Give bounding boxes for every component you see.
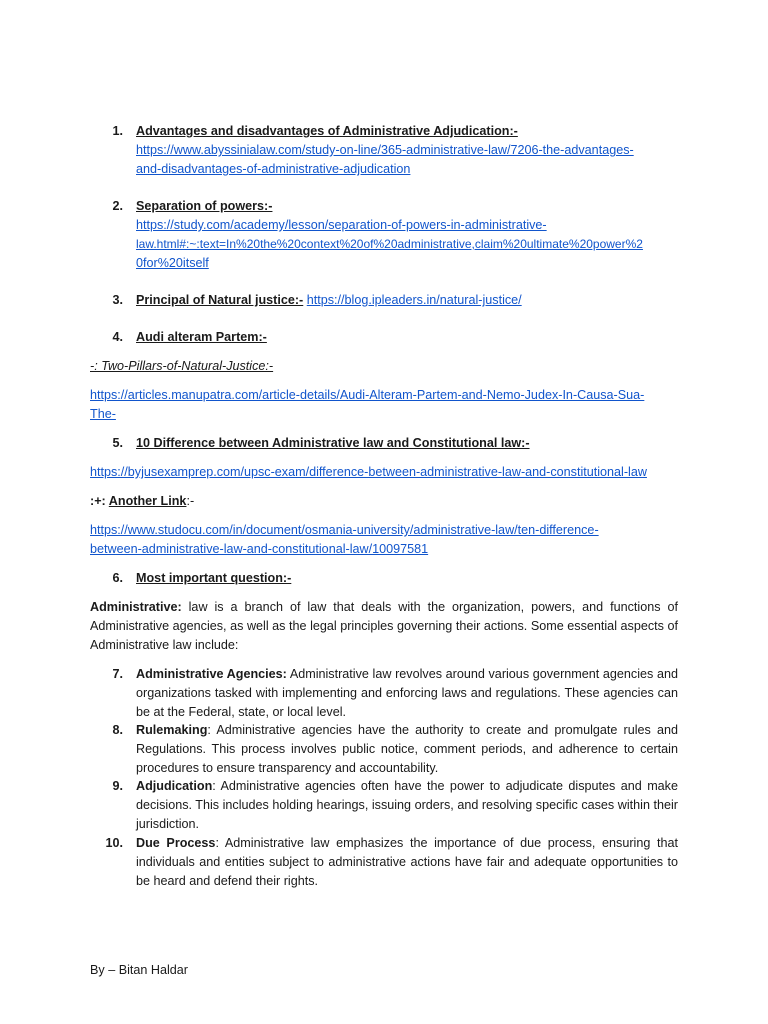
- item-number: 6.: [112, 571, 123, 585]
- item-number: 5.: [112, 436, 123, 450]
- item-heading: 10 Difference between Administrative law and Constitutional law:-: [136, 436, 530, 450]
- item-link[interactable]: https://www.abyssinialaw.com/study-on-line/365-administrative-law/7206-the-advantages-: [136, 143, 634, 157]
- aspect-text: : Administrative agencies often have the power to adjudicate disputes and make decisions. This includes holding hearings, issuing orders, and resolving specific cases within their jurisdiction.: [136, 779, 678, 831]
- item-heading: Most important question:-: [136, 571, 292, 585]
- item-link[interactable]: https://byjusexamprep.com/upsc-exam/difference-between-administrative-law-and-constitutional-law: [90, 465, 647, 479]
- aspect-item: [136, 665, 678, 722]
- aspect-text: : Administrative law emphasizes the importance of due process, ensuring that individuals and entities subject to administrative actions have fair and adequate opportunities to be heard and defend their rights.: [136, 836, 678, 888]
- aspect-item: [136, 721, 678, 778]
- aspect-term: Rulemaking: [136, 723, 208, 737]
- item-link[interactable]: between-administrative-law-and-constitutional-law/10097581: [90, 542, 429, 556]
- item-link[interactable]: 0for%20itself: [136, 256, 209, 270]
- item-link[interactable]: https://study.com/academy/lesson/separation-of-powers-in-administrative-: [136, 218, 547, 232]
- aspect-text: Administrative law revolves around various government agencies and organizations tasked with implementing and enforcing laws and regulations. These agencies can be at the Federal, state, or local level.: [136, 667, 678, 719]
- item-number: 7.: [112, 667, 123, 681]
- subheading: -: Two-Pillars-of-Natural-Justice:-: [90, 359, 274, 373]
- another-label: Another Link: [108, 494, 187, 508]
- footer-author: By – Bitan Haldar: [90, 963, 189, 977]
- item-number: 2.: [112, 199, 123, 213]
- item-number: 1.: [112, 124, 123, 138]
- item-link[interactable]: https://www.studocu.com/in/document/osmania-university/administrative-law/ten-difference-: [90, 523, 599, 537]
- item-heading: Audi alteram Partem:-: [136, 330, 267, 344]
- item-link[interactable]: law.html#:~:text=In%20the%20context%20of%20administrative,claim%20ultimate%20power%2: [136, 237, 643, 251]
- aspect-text: : Administrative agencies have the authority to create and promulgate rules and Regulations. This process involves public notice, comment periods, and adherence to certain procedures to ensure transparency and accountability.: [136, 723, 678, 775]
- item-number: 4.: [112, 330, 123, 344]
- aspect-term: Adjudication: [136, 779, 213, 793]
- intro-term: Administrative:: [90, 600, 182, 614]
- item-heading: Principal of Natural justice:-: [136, 293, 304, 307]
- item-link[interactable]: and-disadvantages-of-administrative-adjudication: [136, 162, 411, 176]
- item-number: 8.: [112, 723, 123, 737]
- item-link[interactable]: The-: [90, 407, 116, 421]
- aspect-item: [136, 777, 678, 834]
- another-prefix: :+:: [90, 494, 109, 508]
- item-link[interactable]: https://articles.manupatra.com/article-details/Audi-Alteram-Partem-and-Nemo-Judex-In-Causa-Sua-: [90, 388, 645, 402]
- another-link-label: [90, 492, 194, 511]
- intro-text: law is a branch of law that deals with the organization, powers, and functions of Administrative agencies, as well as the legal principles governing their actions. Some essential aspects of Administrative law include:: [90, 600, 678, 652]
- aspect-term: Administrative Agencies:: [136, 667, 287, 681]
- another-suffix: :-: [186, 494, 195, 508]
- item-number: 9.: [112, 779, 123, 793]
- item-line: [136, 291, 522, 310]
- item-number: 3.: [112, 293, 123, 307]
- aspect-term: Due Process: [136, 836, 216, 850]
- intro-paragraph: [90, 598, 678, 655]
- aspect-item: [136, 834, 678, 891]
- item-heading: Advantages and disadvantages of Administrative Adjudication:-: [136, 124, 518, 138]
- item-number: 10.: [105, 836, 123, 850]
- item-heading: Separation of powers:-: [136, 199, 273, 213]
- item-link[interactable]: https://blog.ipleaders.in/natural-justice/: [306, 293, 522, 307]
